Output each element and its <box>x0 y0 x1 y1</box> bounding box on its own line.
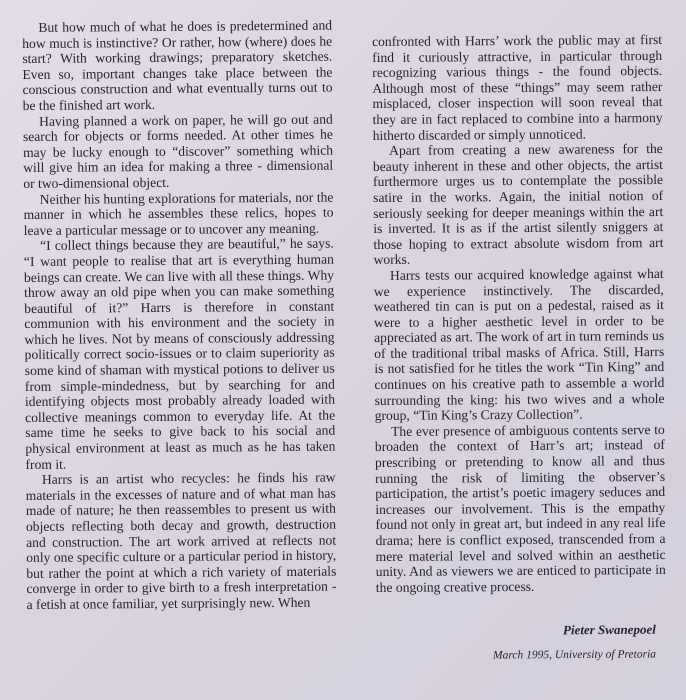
paragraph: The ever presence of ambiguous contents serve to broaden the context of Harr’s art; instead of prescribing or pretending to know all and thus running the risk of limiting the observer’s participation, the artist’s poetic imagery seduces and increases our involvement. This is the empathy found not only in great art, but indeed in any real life drama; here is conflict exposed, transcended from a mere material level and solved within an aesthetic unity. And as viewers we are enticed to participate in the ongoing creative process. <box>374 421 666 595</box>
paragraph: “I collect things because they are beautiful,” he says. “I want people to realise that art is everything human beings can create. We can live with all these things. Why throw away an old pipe when you can make something beautiful of it?” Harrs is therefore in constant communion with his environment and the society in which he lives. Not by means of consciously addressing politically correct socio-issues or to claim superiority as some kind of shaman with mystical potions to deliver us from simple-mindedness, but by searching for and identifying objects most probably already loaded with collective meanings common to everyday life. At the same time he seeks to give back to his social and physical environment at least as much as he has taken from it. <box>23 235 336 472</box>
author-date-affiliation: March 1995, University of Pretoria <box>492 648 657 662</box>
paragraph: Harrs is an artist who recycles: he finds his raw materials in the excesses of nature and of what man has made of nature; he then reassembles to present us with objects reflecting both decay and growth, destruction and construction. The art work arrived at reflects not only one specific culture or a particular period in history, but rather the point at which a rich variety of materials converge in order to give birth to a fresh interpretation - a fetish at once familiar, yet surprisingly new. When <box>25 469 337 612</box>
paragraph: Harrs tests our acquired knowledge against what we experience instinctively. The discarded, weathered tin can is put on a pedestal, raised as it were to a higher aesthetic level in order to be appreciated as art. The work of art in turn reminds us of the traditional tribal masks of Africa. Still, Harrs is not satisfied for he titles the work “Tin King” and continues on his creative path to assemble a world surrounding the king: his two wives and a whole group, “Tin King’s Crazy Collection”. <box>373 265 665 424</box>
paragraph: Apart from creating a new awareness for the beauty inherent in these and other objects, the artist furthermore urges us to contemplate the possible satire in the works. Again, the initial notion of seriously seeking for deeper meanings within the art is inverted. It is as if the artist silently sniggers at those hoping to extract absolute wisdom from art works. <box>372 141 664 268</box>
paragraph: confronted with Harrs’ work the public may at first find it curiously attractive, in particular through recognizing various things - the found objects. Although most of these “things” may seem rather misplaced, closer inspection will soon reveal that they are in fact replaced to combine into a harmony hitherto discarded or simply unnoticed. <box>372 31 663 143</box>
author-name: Pieter Swanepoel <box>563 621 657 638</box>
paragraph: Having planned a work on paper, he will go out and search for objects or forms needed. At other times he may be lucky enough to “discover” something which will give him an idea for making a three - dimensional or two-dimensional object. <box>22 111 334 191</box>
paragraph: But how much of what he does is predetermined and how much is instinctive? Or rather, how (where) does he start? With working drawings; preparatory sketches. Even so, important changes take place between the conscious construction and what eventually turns out to be the finished art work. <box>22 17 333 113</box>
right-text-column <box>372 32 666 595</box>
left-text-column <box>22 18 337 613</box>
paragraph: Neither his hunting explorations for materials, nor the manner in which he assembles these relics, hopes to leave a particular message or to uncover any meaning. <box>23 189 334 238</box>
